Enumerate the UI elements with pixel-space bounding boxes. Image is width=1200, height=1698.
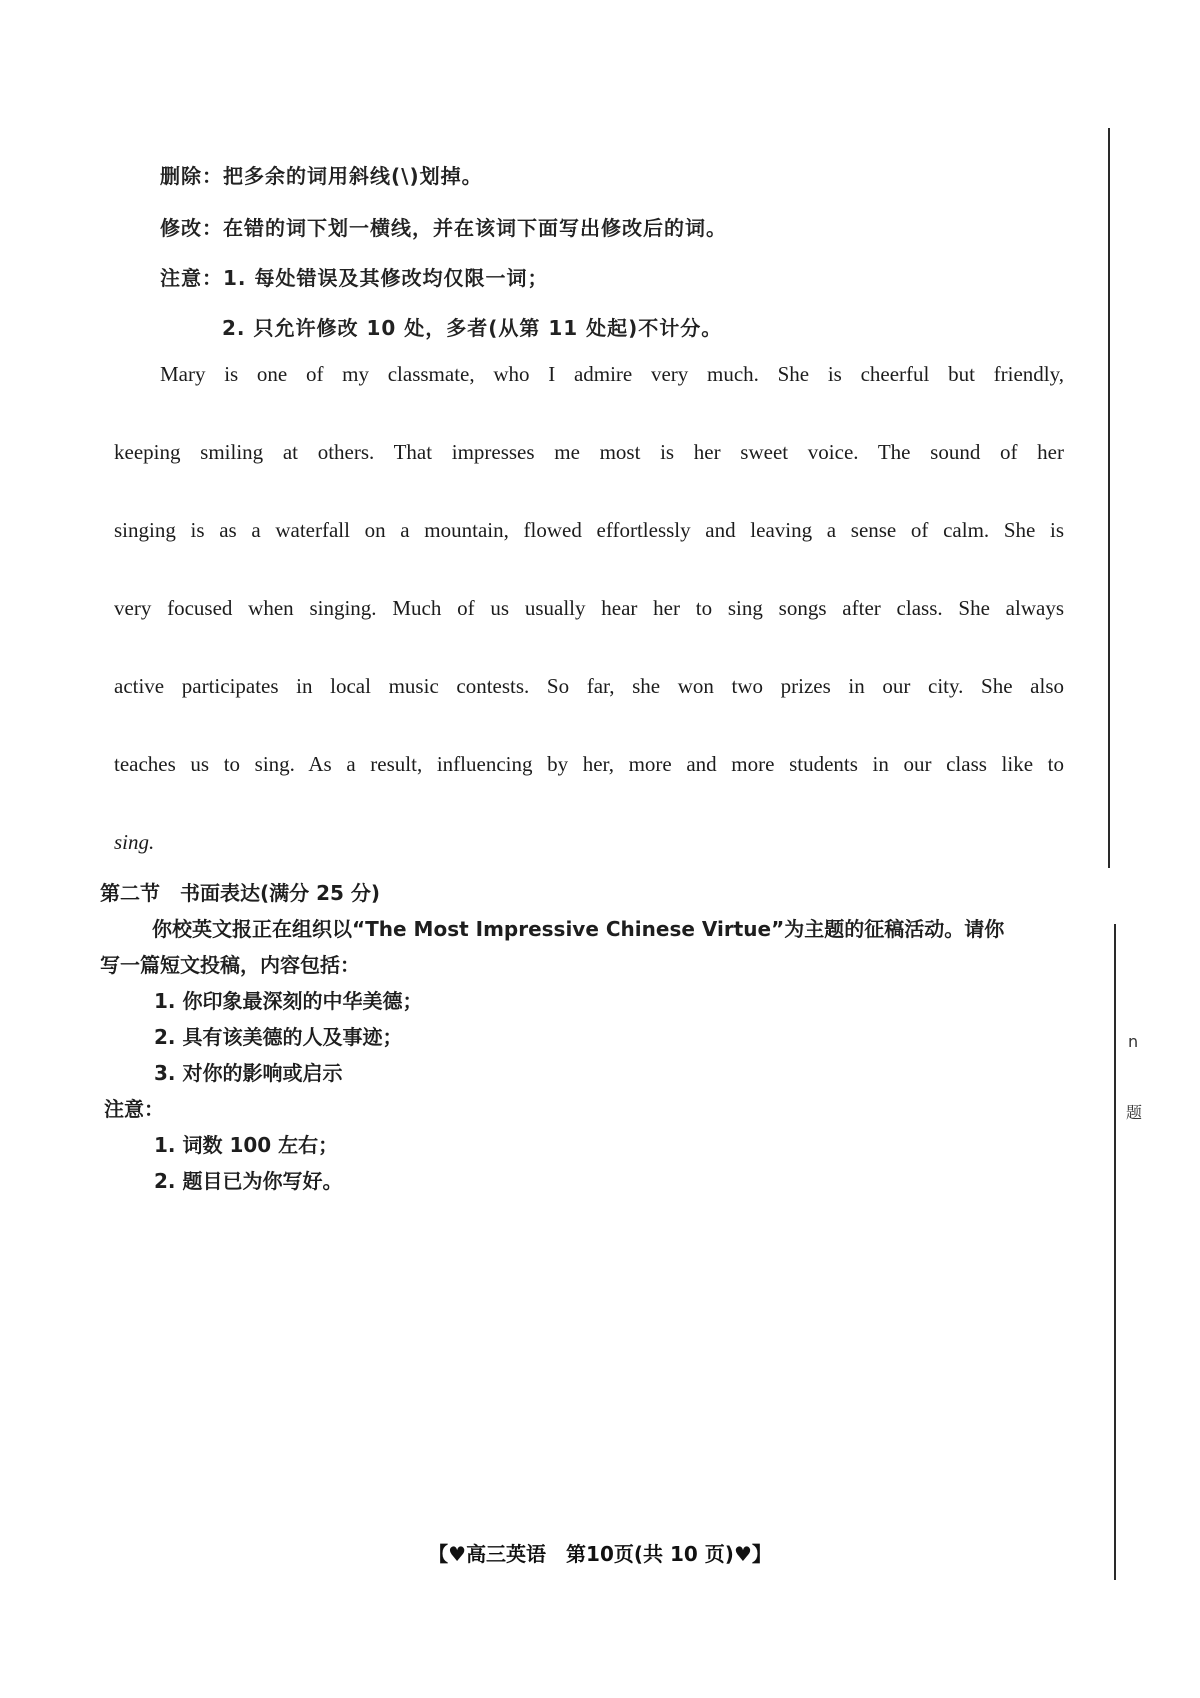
note-item: 2. 题目已为你写好。 (154, 1169, 343, 1193)
heart-icon: ♥ (448, 1542, 467, 1566)
instruction-note-2: 2. 只允许修改 10 处，多者(从第 11 处起)不计分。 (222, 316, 723, 340)
note-label: 注意： (104, 1097, 164, 1121)
content-item: 2. 具有该美德的人及事迹； (154, 1025, 403, 1049)
heart-icon: ♥ (733, 1542, 752, 1566)
binding-line-lower (1114, 924, 1116, 1580)
passage-line: very focused when singing. Much of us usually hear her to sing songs after class. She always (114, 596, 1064, 620)
passage-line: teaches us to sing. As a result, influencing by her, more and more students in our class like to (114, 752, 1064, 776)
passage-line: sing. (114, 830, 155, 854)
page-footer (0, 1538, 1200, 1567)
margin-mark: 题 (1126, 1103, 1143, 1122)
footer-left-bracket: 【 (428, 1542, 449, 1566)
passage-line: keeping smiling at others. That impresses me most is her sweet voice. The sound of her (114, 440, 1064, 464)
margin-mark: n (1128, 1032, 1139, 1051)
instruction-note-1: 注意：1. 每处错误及其修改均仅限一词； (160, 266, 549, 290)
instruction-delete: 删除：把多余的词用斜线(\)划掉。 (160, 164, 483, 188)
writing-prompt-line-1: 你校英文报正在组织以“The Most Impressive Chinese Virtue”为主题的征稿活动。请你 (152, 917, 1005, 941)
passage-line: singing is as a waterfall on a mountain, flowed effortlessly and leaving a sense of calm. She is (114, 518, 1064, 542)
passage-line: Mary is one of my classmate, who I admire very much. She is cheerful but friendly, (160, 362, 1064, 386)
passage-line: active participates in local music contests. So far, she won two prizes in our city. She also (114, 674, 1064, 698)
note-item: 1. 词数 100 左右； (154, 1133, 339, 1157)
footer-text: 高三英语 第10页(共 10 页) (466, 1542, 734, 1566)
instruction-modify: 修改：在错的词下划一横线，并在该词下面写出修改后的词。 (160, 216, 727, 240)
content-item: 3. 对你的影响或启示 (154, 1061, 343, 1085)
footer-right-bracket: 】 (751, 1542, 772, 1566)
section-title: 第二节 书面表达(满分 25 分) (100, 881, 381, 905)
writing-prompt-line-2: 写一篇短文投稿，内容包括： (100, 953, 360, 977)
binding-line-upper (1108, 128, 1110, 868)
content-item: 1. 你印象最深刻的中华美德； (154, 989, 423, 1013)
